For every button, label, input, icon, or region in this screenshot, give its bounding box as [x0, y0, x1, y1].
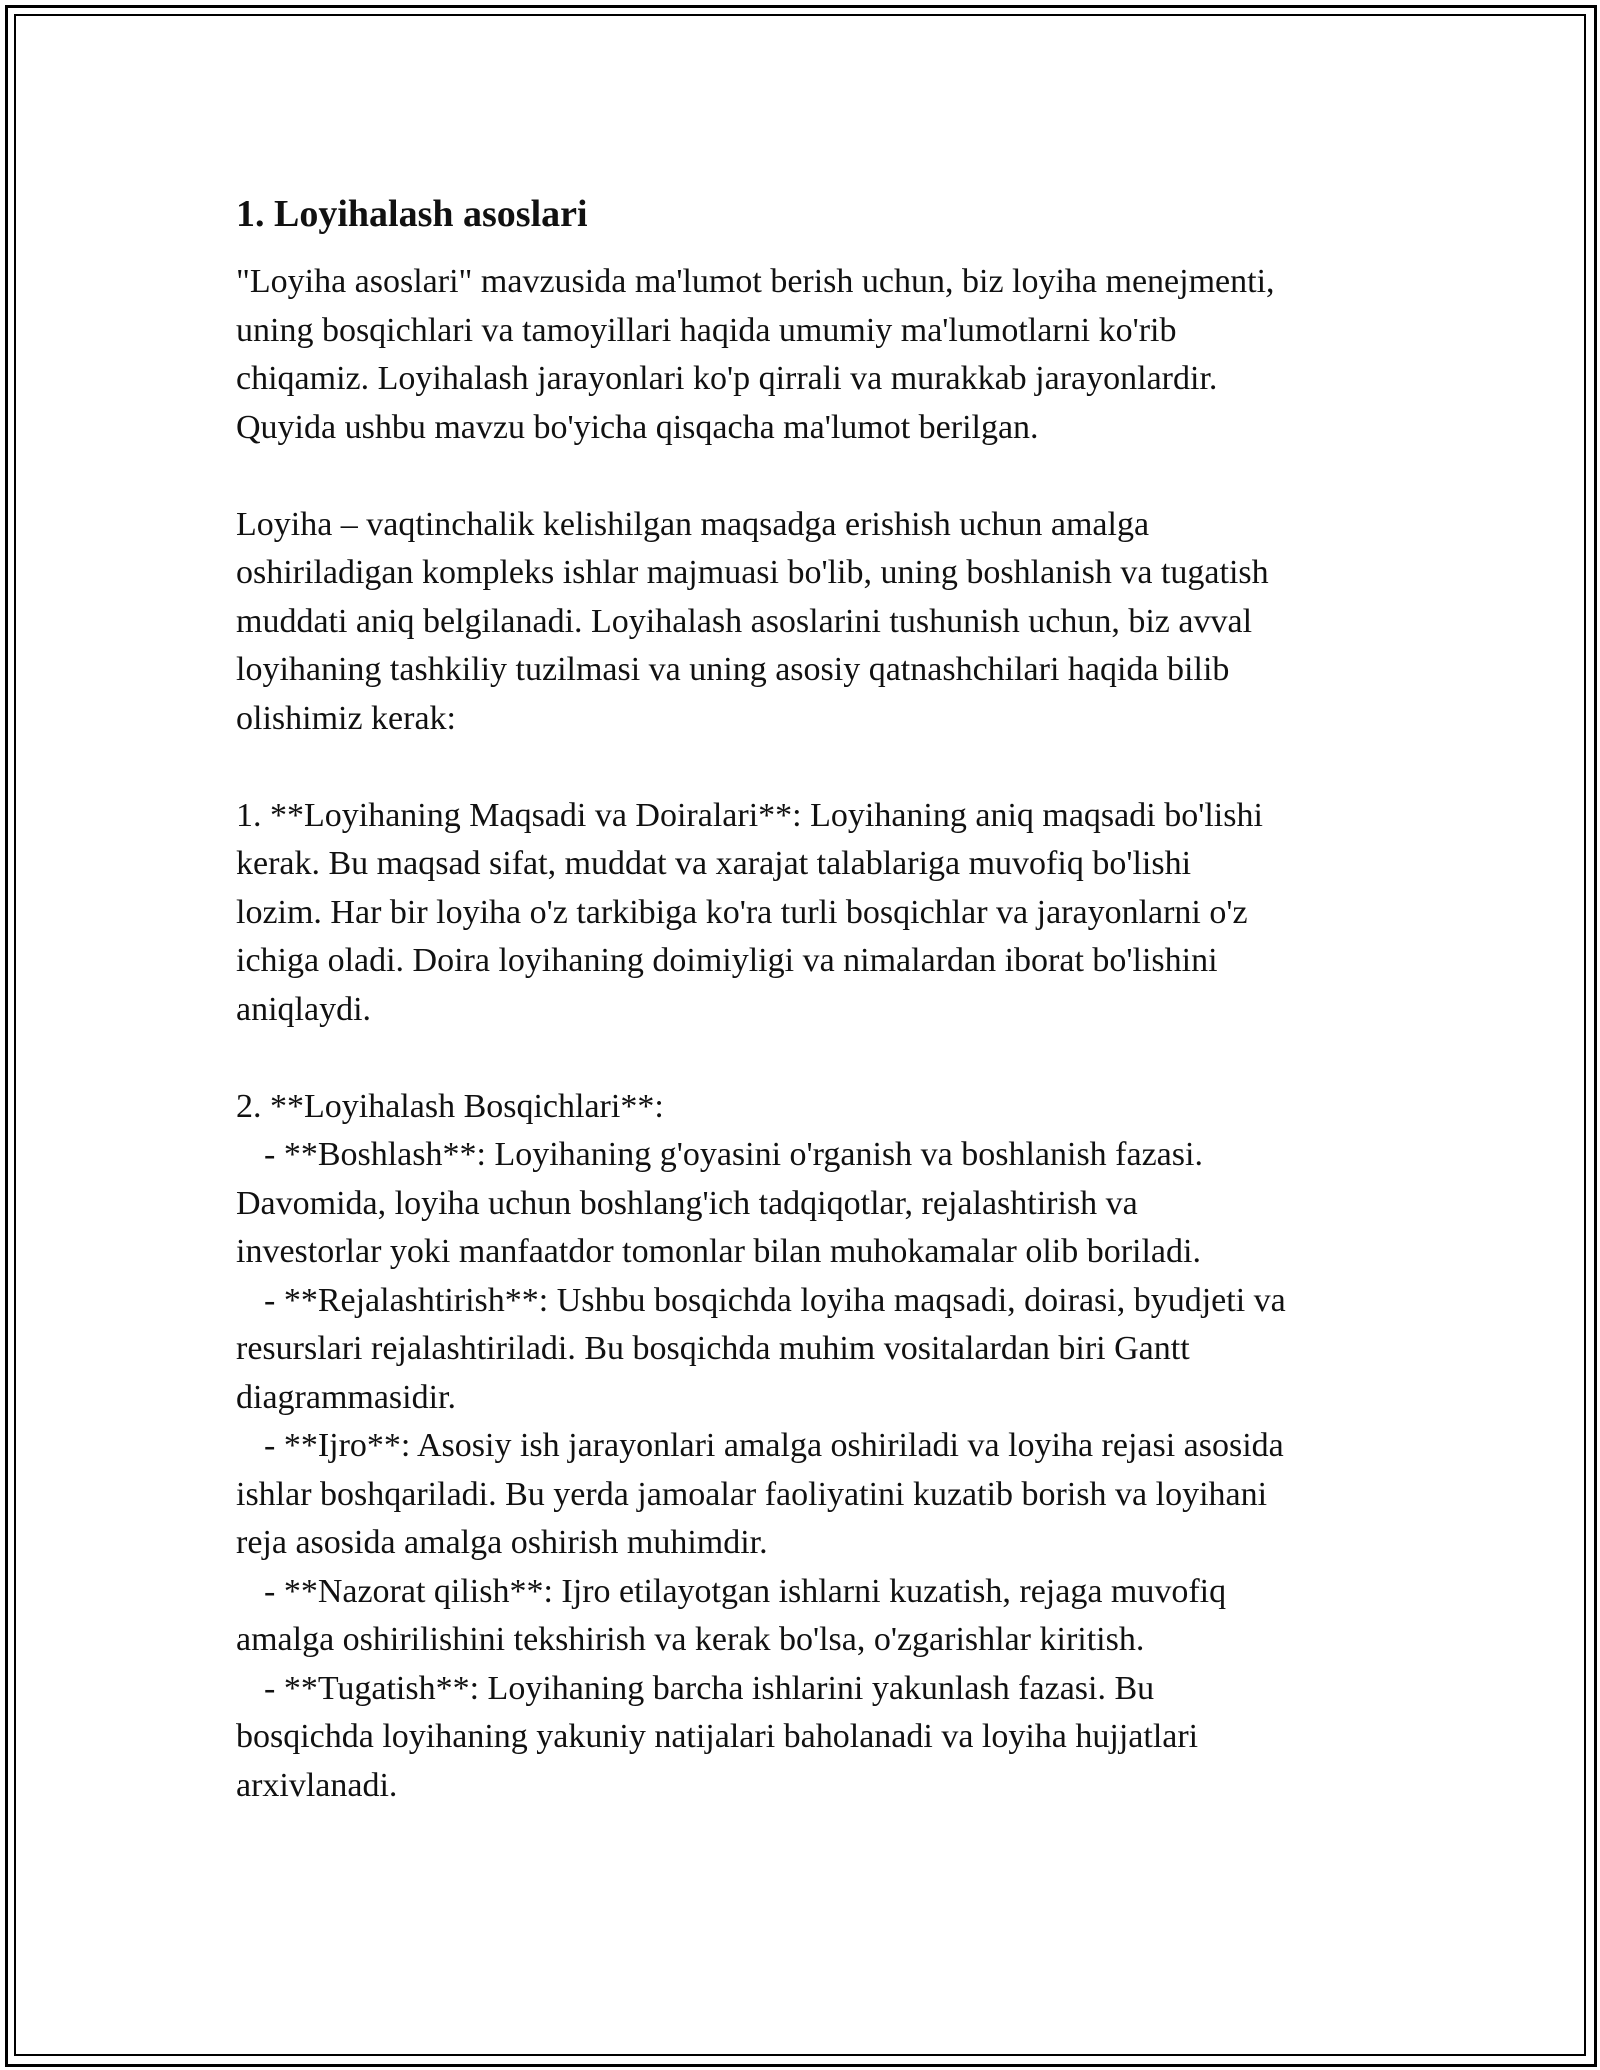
- intro-line: Quyida ushbu mavzu bo'yicha qisqacha ma'lumot berilgan.: [236, 408, 1039, 446]
- intro-paragraph: [236, 258, 1386, 452]
- item-1-line: aniqlaydi.: [236, 990, 372, 1028]
- definition-line: oshiriladigan kompleks ishlar majmuasi bo'lib, uning boshlanish va tugatish: [236, 554, 1269, 591]
- stage-line: investorlar yoki manfaatdor tomonlar bilan muhokamalar olib boriladi.: [236, 1233, 1201, 1270]
- stage-line: diagrammasidir.: [236, 1378, 457, 1416]
- stage-line: amalga oshirilishini tekshirish va kerak bo'lsa, o'zgarishlar kiritish.: [236, 1621, 1145, 1658]
- paragraph-spacer: [236, 743, 1386, 792]
- item-1-line: kerak. Bu maqsad sifat, muddat va xarajat talablariga muvofiq bo'lishi: [236, 845, 1192, 882]
- definition-line: Loyiha – vaqtinchalik kelishilgan maqsadga erishish uchun amalga: [236, 505, 1150, 543]
- definition-paragraph: [236, 501, 1386, 744]
- item-2-heading: 2. **Loyihalash Bosqichlari**:: [236, 1087, 664, 1125]
- stage-rejalashtirish: [236, 1277, 1386, 1423]
- stage-line: Davomida, loyiha uchun boshlang'ich tadqiqotlar, rejalashtirish va: [236, 1184, 1138, 1222]
- stage-line: bosqichda loyihaning yakuniy natijalari baholanadi va loyiha hujjatlari: [236, 1718, 1199, 1755]
- item-1-paragraph: [236, 792, 1386, 1035]
- definition-line: olishimiz kerak:: [236, 699, 457, 737]
- item-1-line: lozim. Har bir loyiha o'z tarkibiga ko'ra turli bosqichlar va jarayonlarni o'z: [236, 893, 1248, 931]
- stage-nazorat: [236, 1568, 1386, 1665]
- stage-first-line: - **Tugatish**: Loyihaning barcha ishlarini yakunlash fazasi. Bu: [264, 1669, 1155, 1707]
- paragraph-spacer: [236, 1034, 1386, 1083]
- stage-boshlash: [236, 1131, 1386, 1277]
- stage-tugatish: [236, 1665, 1386, 1811]
- item-1-line: 1. **Loyihaning Maqsadi va Doiralari**: Loyihaning aniq maqsadi bo'lishi: [236, 796, 1263, 834]
- stage-first-line: - **Nazorat qilish**: Ijro etilayotgan ishlarni kuzatish, rejaga muvofiq: [264, 1572, 1227, 1610]
- definition-line: loyihaning tashkiliy tuzilmasi va uning asosiy qatnashchilari haqida bilib: [236, 651, 1230, 688]
- stage-first-line: - **Rejalashtirish**: Ushbu bosqichda loyiha maqsadi, doirasi, byudjeti va: [264, 1281, 1286, 1319]
- stage-line: reja asosida amalga oshirish muhimdir.: [236, 1524, 768, 1561]
- document-body: [236, 186, 1386, 1810]
- item-1-line: ichiga oladi. Doira loyihaning doimiyligi va nimalardan iborat bo'lishini: [236, 942, 1218, 979]
- stage-ijro: [236, 1422, 1386, 1568]
- item-2-section: [236, 1083, 1386, 1811]
- definition-line: muddati aniq belgilanadi. Loyihalash asoslarini tushunish uchun, biz avval: [236, 602, 1253, 640]
- intro-line: "Loyiha asoslari" mavzusida ma'lumot berish uchun, biz loyiha menejmenti,: [236, 263, 1275, 300]
- stage-first-line: - **Boshlash**: Loyihaning g'oyasini o'rganish va boshlanish fazasi.: [264, 1136, 1203, 1173]
- document-title: 1. Loyihalash asoslari: [236, 193, 588, 235]
- stage-line: ishlar boshqariladi. Bu yerda jamoalar faoliyatini kuzatib borish va loyihani: [236, 1475, 1268, 1513]
- intro-line: chiqamiz. Loyihalash jarayonlari ko'p qirrali va murakkab jarayonlardir.: [236, 360, 1218, 397]
- stage-line: arxivlanadi.: [236, 1766, 398, 1804]
- stage-line: resurslari rejalashtiriladi. Bu bosqichda muhim vositalardan biri Gantt: [236, 1330, 1190, 1367]
- intro-line: uning bosqichlari va tamoyillari haqida umumiy ma'lumotlarni ko'rib: [236, 311, 1177, 349]
- paragraph-spacer: [236, 452, 1386, 501]
- stage-first-line: - **Ijro**: Asosiy ish jarayonlari amalga oshiriladi va loyiha rejasi asosida: [264, 1427, 1284, 1464]
